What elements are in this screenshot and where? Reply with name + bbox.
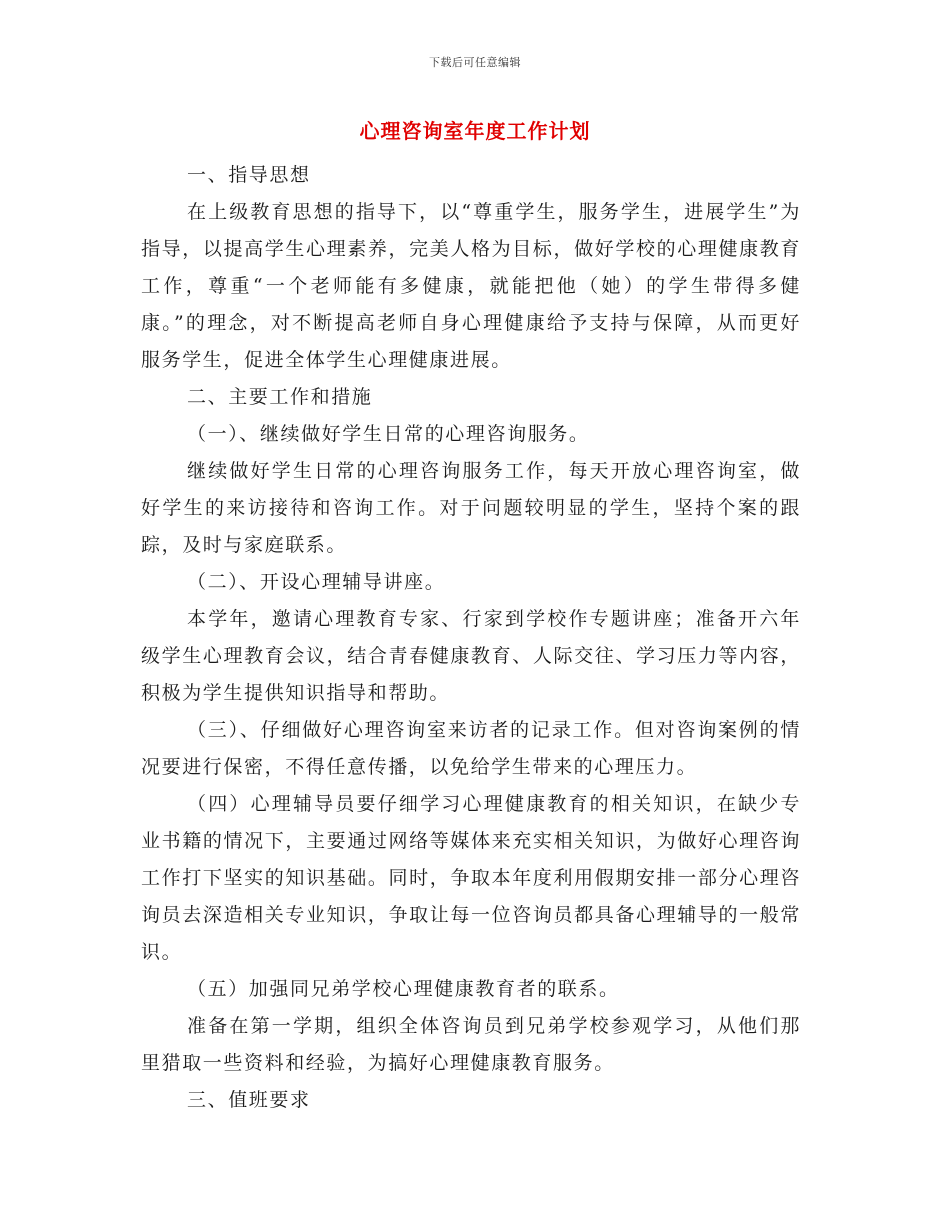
- section-2-item-3-paragraph: （三）、仔细做好心理咨询室来访者的记录工作。但对咨询案例的情况要进行保密，不得任意传播，以免给学生带来的心理压力。: [141, 719, 801, 778]
- section-2-item-1-heading: （一）、继续做好学生日常的心理咨询服务。: [187, 423, 590, 445]
- section-2-item-2-heading: （二）、开设心理辅导讲座。: [187, 571, 446, 593]
- document-title: 心理咨询室年度工作计划: [359, 119, 591, 143]
- section-2-item-1-paragraph: 继续做好学生日常的心理咨询服务工作，每天开放心理咨询室，做好学生的来访接待和咨询工作。对于问题较明显的学生，坚持个案的跟踪，及时与家庭联系。: [141, 460, 801, 556]
- section-2-item-5-heading: （五）加强同兄弟学校心理健康教育者的联系。: [187, 978, 620, 1000]
- page-header-note: 下载后可任意编辑: [429, 56, 521, 69]
- section-1-heading: 一、指导思想: [187, 164, 311, 186]
- document-body: [141, 157, 801, 1119]
- section-3-heading: 三、值班要求: [187, 1089, 311, 1111]
- section-1-paragraph: 在上级教育思想的指导下，以“尊重学生，服务学生，进展学生”为指导，以提高学生心理素养，完美人格为目标，做好学校的心理健康教育工作，尊重“一个老师能有多健康，就能把他（她）的学生带得多健康。”的理念，对不断提高老师自身心理健康给予支持与保障，从而更好服务学生，促进全体学生心理健康进展。: [141, 201, 801, 371]
- section-2-item-4-paragraph: （四）心理辅导员要仔细学习心理健康教育的相关知识，在缺少专业书籍的情况下，主要通过网络等媒体来充实相关知识，为做好心理咨询工作打下坚实的知识基础。同时，争取本年度利用假期安排一部分心理咨询员去深造相关专业知识，争取让每一位咨询员都具备心理辅导的一般常识。: [141, 793, 801, 963]
- section-2-heading: 二、主要工作和措施: [187, 386, 373, 408]
- section-2-item-5-paragraph: 准备在第一学期，组织全体咨询员到兄弟学校参观学习，从他们那里猎取一些资料和经验，为搞好心理健康教育服务。: [141, 1015, 801, 1074]
- section-2-item-2-paragraph: 本学年，邀请心理教育专家、行家到学校作专题讲座；准备开六年级学生心理教育会议，结合青春健康教育、人际交往、学习压力等内容，积极为学生提供知识指导和帮助。: [141, 608, 801, 704]
